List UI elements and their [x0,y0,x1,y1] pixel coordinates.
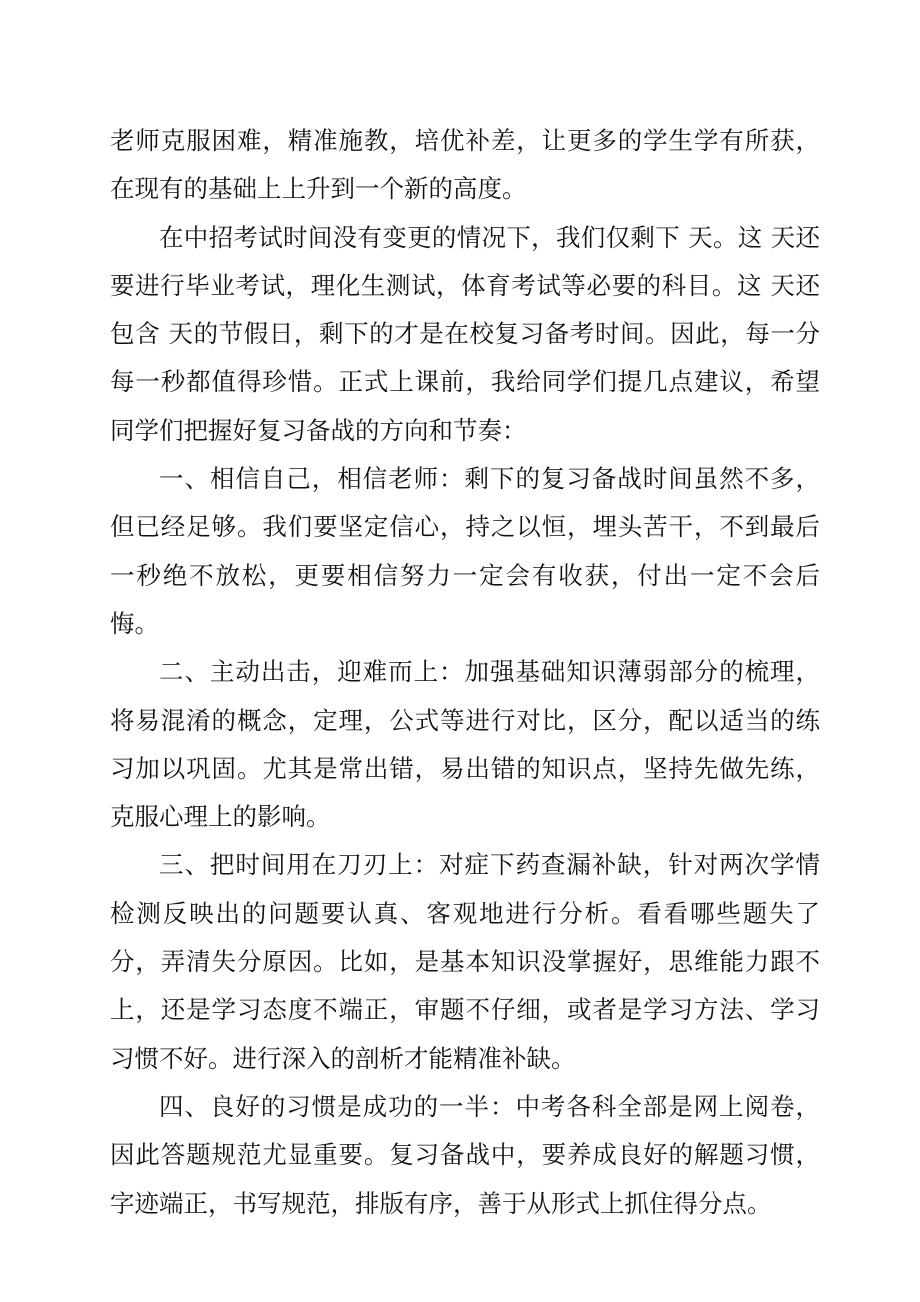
paragraph-continuation: 老师克服困难，精准施教，培优补差，让更多的学生学有所获，在现有的基础上上升到一个新的高度。 [110,126,820,204]
paragraph-time-remaining: 在中招考试时间没有变更的情况下，我们仅剩下 天。这 天还要进行毕业考试，理化生测试，体育考试等必要的科目。这 天还包含 天的节假日，剩下的才是在校复习备考时间。因此，每一分每一秒都值得珍惜。正式上课前，我给同学们提几点建议，希望同学们把握好复习备战的方向和节奏： [110,222,820,445]
paragraph-suggestion-1: 一、相信自己，相信老师：剩下的复习备战时间虽然不多，但已经足够。我们要坚定信心，持之以恒，埋头苦干，不到最后一秒绝不放松，更要相信努力一定会有收获，付出一定不会后悔。 [110,464,820,638]
paragraph-suggestion-3: 三、把时间用在刀刃上：对症下药查漏补缺，针对两次学情检测反映出的问题要认真、客观地进行分析。看看哪些题失了分，弄清失分原因。比如，是基本知识没掌握好，思维能力跟不上，还是学习态度不端正，审题不仔细，或者是学习方法、学习习惯不好。进行深入的剖析才能精准补缺。 [110,850,820,1073]
document-body [110,117,820,1228]
paragraph-suggestion-4: 四、良好的习惯是成功的一半：中考各科全部是网上阅卷，因此答题规范尤显重要。复习备战中，要养成良好的解题习惯，字迹端正，书写规范，排版有序，善于从形式上抓住得分点。 [110,1091,820,1218]
paragraph-suggestion-2: 二、主动出击，迎难而上：加强基础知识薄弱部分的梳理，将易混淆的概念，定理，公式等进行对比，区分，配以适当的练习加以巩固。尤其是常出错，易出错的知识点，坚持先做先练，克服心理上的影响。 [110,657,820,832]
